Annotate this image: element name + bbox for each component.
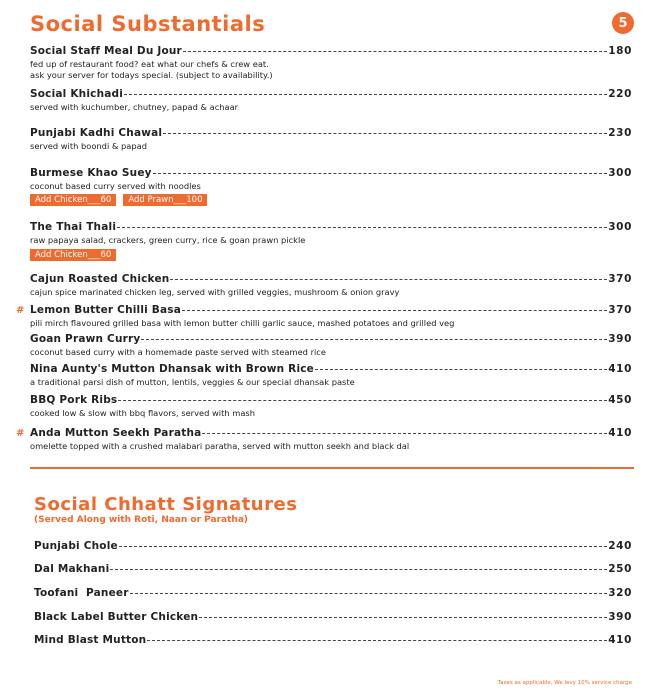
- dot-leader: [183, 51, 607, 52]
- item-price: 450: [608, 394, 632, 406]
- item-description: served with kuchumber, chutney, papad & achaar: [30, 102, 239, 112]
- item-price: 240: [608, 540, 632, 552]
- item-price: 300: [608, 221, 632, 233]
- item-description: coconut based curry served with noodles: [30, 181, 201, 191]
- item-description: served with boondi & papad: [30, 141, 147, 151]
- item-name: Toofani Paneer: [34, 587, 129, 599]
- dot-leader: [124, 94, 607, 95]
- menu-item: [34, 563, 632, 577]
- menu-item: [30, 394, 632, 419]
- item-price: 410: [608, 363, 632, 375]
- menu-item: [30, 221, 632, 246]
- menu-item: [34, 540, 632, 554]
- addon-row: [30, 194, 207, 206]
- addon-row: [30, 249, 116, 261]
- menu-item: [30, 363, 632, 388]
- menu-item: [34, 611, 632, 625]
- item-price: 390: [608, 611, 632, 623]
- item-name: Punjabi Chole: [34, 540, 118, 552]
- item-price: 250: [608, 563, 632, 575]
- item-price: 370: [608, 273, 632, 285]
- item-description: pili mirch flavoured grilled basa with lemon butter chilli garlic sauce, mashed potatoes and grilled veg: [30, 318, 455, 328]
- item-name: Lemon Butter Chilli Basa: [30, 304, 182, 316]
- item-price: 220: [608, 88, 632, 100]
- menu-item: [30, 127, 632, 152]
- dot-leader: [119, 546, 607, 547]
- dot-leader: [141, 339, 607, 340]
- item-price: 390: [608, 333, 632, 345]
- section-title: Social Chhatt Signatures: [34, 494, 298, 515]
- item-name: Burmese Khao Suey: [30, 167, 152, 179]
- dot-leader: [163, 133, 607, 134]
- item-description: coconut based curry with a homemade paste served with steamed rice: [30, 347, 326, 357]
- menu-item: [30, 45, 632, 80]
- menu-item: [30, 304, 632, 329]
- dot-leader: [315, 369, 607, 370]
- addon-badge: Add Chicken___60: [30, 249, 116, 261]
- dot-leader: [147, 640, 607, 641]
- page-title: Social Substantials: [30, 12, 266, 36]
- dot-leader: [110, 569, 607, 570]
- addon-badge: Add Chicken___60: [30, 194, 116, 206]
- item-description: cajun spice marinated chicken leg, served with grilled veggies, mushroom & onion gravy: [30, 287, 400, 297]
- page-number-badge: 5: [612, 12, 634, 34]
- item-description: a traditional parsi dish of mutton, lentils, veggies & our special dhansak paste: [30, 377, 355, 387]
- item-name: Social Khichadi: [30, 88, 124, 100]
- item-name: Mind Blast Mutton: [34, 634, 147, 646]
- dot-leader: [202, 433, 607, 434]
- item-name: Nina Aunty's Mutton Dhansak with Brown Rice: [30, 363, 314, 375]
- item-price: 230: [608, 127, 632, 139]
- item-name: Goan Prawn Curry: [30, 333, 141, 345]
- item-description: omelette topped with a crushed malabari paratha, served with mutton seekh and black dal: [30, 441, 410, 451]
- item-name: Anda Mutton Seekh Paratha: [30, 427, 202, 439]
- special-marker: #: [16, 428, 25, 439]
- dot-leader: [118, 400, 607, 401]
- menu-item: [30, 167, 632, 192]
- dot-leader: [199, 617, 607, 618]
- item-price: 410: [608, 427, 632, 439]
- item-name: Punjabi Kadhi Chawal: [30, 127, 163, 139]
- item-name: Dal Makhani: [34, 563, 110, 575]
- section-divider: [30, 467, 634, 469]
- item-name: The Thai Thali: [30, 221, 117, 233]
- menu-item: [34, 587, 632, 601]
- dot-leader: [170, 279, 607, 280]
- menu-item: [30, 88, 632, 113]
- item-price: 180: [608, 45, 632, 57]
- item-price: 410: [608, 634, 632, 646]
- menu-item: [30, 427, 632, 452]
- item-name: Black Label Butter Chicken: [34, 611, 199, 623]
- special-marker: #: [16, 305, 25, 316]
- menu-item: [34, 634, 632, 648]
- item-description: ask your server for todays special. (subject to availability.): [30, 69, 273, 80]
- item-description: cooked low & slow with bbq flavors, served with mash: [30, 408, 255, 418]
- footer-note: Taxes as applicable, We levy 10% service charge: [497, 680, 632, 686]
- item-description: fed up of restaurant food? eat what our chefs & crew eat.: [30, 59, 269, 69]
- item-name: Social Staff Meal Du Jour: [30, 45, 182, 57]
- item-price: 300: [608, 167, 632, 179]
- item-price: 320: [608, 587, 632, 599]
- dot-leader: [182, 310, 607, 311]
- dot-leader: [117, 227, 607, 228]
- menu-item: [30, 333, 632, 358]
- item-name: Cajun Roasted Chicken: [30, 273, 170, 285]
- menu-item: [30, 273, 632, 298]
- dot-leader: [130, 593, 608, 594]
- addon-badge: Add Prawn___100: [123, 194, 207, 206]
- item-name: BBQ Pork Ribs: [30, 394, 118, 406]
- dot-leader: [153, 173, 608, 174]
- section-subtitle: (Served Along with Roti, Naan or Paratha): [34, 515, 249, 525]
- item-description: raw papaya salad, crackers, green curry, rice & goan prawn pickle: [30, 235, 306, 245]
- item-price: 370: [608, 304, 632, 316]
